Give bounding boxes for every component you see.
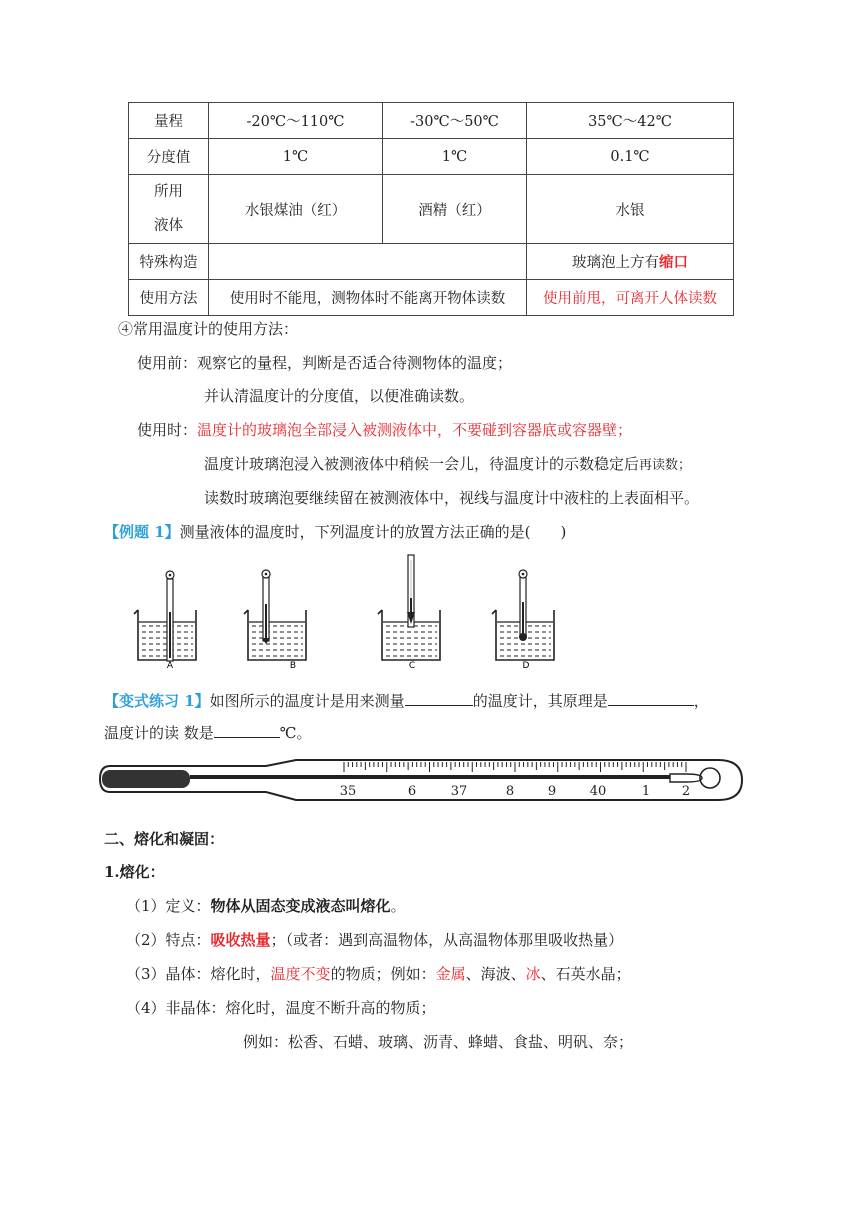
table-cell: -30℃～50℃ [383, 103, 527, 139]
beaker-option-a [134, 571, 196, 661]
usage-during-line-3: 读数时玻璃泡要继续留在被测液体中，视线与温度计中液柱的上表面相平。 [204, 489, 700, 507]
item-text: 物体从固态变成液态叫熔化 [210, 897, 391, 915]
table-row [129, 103, 734, 139]
amorphous-examples: 例如：松香、石蜡、玻璃、沥青、蜂蜡、食盐、明矾、奈； [243, 1033, 634, 1051]
subsection-heading: 1.熔化： [104, 863, 165, 881]
table-row [129, 175, 734, 244]
usage-during-line-2 [204, 453, 691, 474]
usage-label: 使用时： [137, 421, 198, 439]
scale-label: 40 [589, 784, 607, 799]
usage-during-line [137, 419, 632, 440]
variant-text: 温度计的读 数是 [104, 724, 214, 742]
variant-text: ， [693, 692, 709, 710]
beaker-option-b [244, 570, 306, 660]
variant-1-question [104, 690, 709, 711]
table-cell: 水银煤油（红） [209, 175, 383, 244]
item-label: （3）晶体：熔化时， [126, 965, 271, 983]
scale-label: 35 [339, 784, 357, 799]
variant-text: ℃。 [279, 724, 312, 742]
table-cell: 35℃～42℃ [527, 103, 734, 139]
usage-before-line [137, 352, 512, 373]
item-highlight: 吸收热量 [210, 931, 271, 949]
row-label: 量程 [129, 103, 209, 139]
beaker-option-d [492, 570, 554, 660]
item-text: 、石英水晶； [540, 965, 631, 983]
row-label-line: 液体 [154, 218, 183, 234]
variant-text: 的温度计，其原理是 [472, 692, 608, 710]
usage-text-small: 再读数； [639, 458, 692, 473]
row-label: 使用方法 [129, 280, 209, 316]
table-cell: 水银 [527, 175, 734, 244]
item-text: 的物质；例如： [330, 965, 436, 983]
option-label-d: D [522, 661, 530, 671]
melting-feature [126, 929, 623, 950]
cell-highlight: 缩口 [659, 254, 688, 271]
row-label [129, 175, 209, 244]
item-label: （2）特点： [126, 931, 211, 949]
table-cell: 1℃ [383, 139, 527, 175]
scale-label: 37 [450, 784, 468, 799]
table-cell: 1℃ [209, 139, 383, 175]
beaker-option-c [378, 555, 440, 660]
option-label-b: B [289, 661, 297, 671]
scale-label: 9 [547, 784, 557, 799]
scale-label: 6 [407, 784, 417, 799]
row-label: 特殊构造 [129, 244, 209, 280]
table-cell: 使用前甩，可离开人体读数 [527, 280, 734, 316]
clinical-thermometer-figure [96, 752, 744, 812]
scale-label: 8 [505, 784, 515, 799]
item-text: ；（或者：遇到高温物体，从高温物体那里吸收热量） [270, 931, 624, 949]
item-label: （1）定义： [126, 897, 211, 915]
beaker-options-figure [120, 552, 560, 674]
variant-text: 如图所示的温度计是用来测量 [209, 692, 405, 710]
row-label: 分度值 [129, 139, 209, 175]
item-highlight: 冰 [525, 965, 541, 983]
item-highlight: 金属 [435, 965, 466, 983]
usage-text: 观察它的量程，判断是否适合待测物体的温度； [197, 354, 513, 372]
melting-definition [126, 895, 406, 916]
table-row [129, 244, 734, 280]
usage-text: 温度计的玻璃泡全部浸入被测液体中，不要碰到容器底或容器壁； [197, 421, 633, 439]
variant-1-question-line-2 [104, 722, 312, 743]
row-label-line: 所用 [154, 184, 183, 200]
table-row [129, 139, 734, 175]
example-1-question [104, 521, 566, 542]
item-text: 。 [390, 897, 406, 915]
table-cell: 使用时不能甩，测物体时不能离开物体读数 [209, 280, 527, 316]
section-heading: 二、熔化和凝固： [104, 830, 225, 848]
usage-heading: ④常用温度计的使用方法： [118, 320, 299, 338]
scale-label: 2 [681, 784, 691, 799]
table-cell: 0.1℃ [527, 139, 734, 175]
example-text: 测量液体的温度时，下列温度计的放置方法正确的是( ) [179, 523, 567, 541]
usage-label: 使用前： [137, 354, 198, 372]
table-row [129, 280, 734, 316]
usage-text: 温度计玻璃泡浸入被测液体中稍候一会儿，待温度计的示数稳定后 [204, 455, 640, 473]
answer-blank[interactable] [608, 691, 694, 706]
table-cell [527, 244, 734, 280]
usage-before-line-2: 并认清温度计的分度值，以便准确读数。 [204, 387, 475, 405]
table-cell: 酒精（红） [383, 175, 527, 244]
scale-label: 1 [641, 784, 651, 799]
cell-text: 玻璃泡上方有 [572, 255, 659, 271]
amorphous-item: （4）非晶体：熔化时，温度不断升高的物质； [126, 999, 436, 1017]
answer-blank[interactable] [405, 691, 473, 706]
table-cell [209, 244, 527, 280]
crystal-item [126, 963, 631, 984]
thermometer-spec-table [128, 102, 734, 316]
item-text: 、海波、 [465, 965, 526, 983]
table-cell: -20℃～110℃ [209, 103, 383, 139]
item-highlight: 温度不变 [270, 965, 331, 983]
option-label-a: A [166, 661, 174, 671]
answer-blank[interactable] [214, 723, 280, 738]
variant-tag: 【变式练习 1】 [104, 692, 210, 710]
example-tag: 【例题 1】 [104, 523, 180, 541]
option-label-c: C [408, 661, 416, 671]
